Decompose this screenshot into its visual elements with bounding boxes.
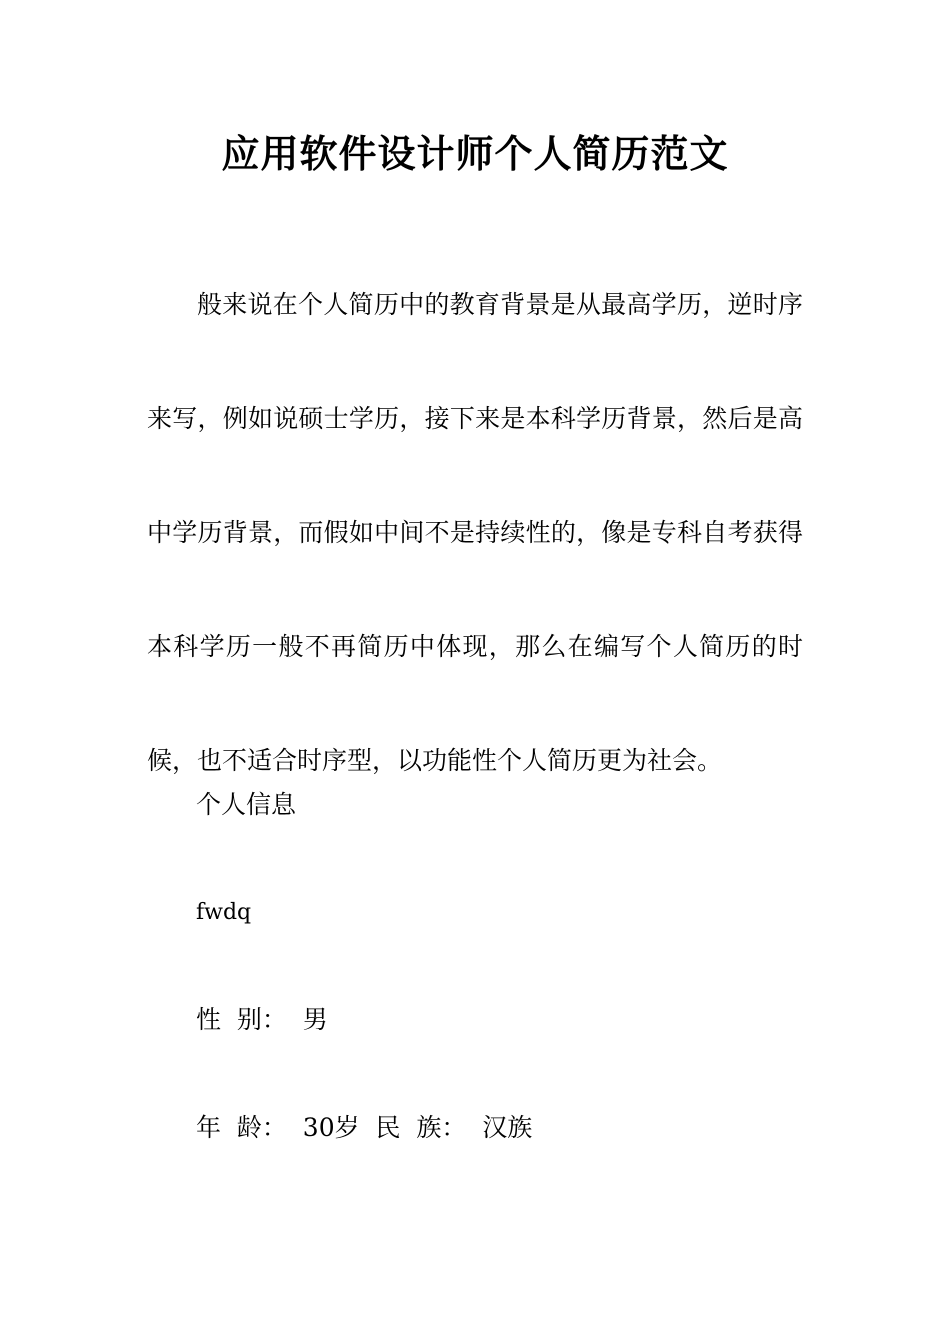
document-title: 应用软件设计师个人简历范文 (221, 131, 729, 176)
intro-paragraph: 般来说在个人简历中的教育背景是从最高学历，逆时序来写，例如说硕士学历，接下来是本科学历背景，然后是高中学历背景，而假如中间不是持续性的，像是专科自考获得本科学历一般不再简历中体现，那么在编写个人简历的时候，也不适合时序型，以功能性个人简历更为社会。 (147, 290, 803, 775)
age-ethnicity-line: 年 龄： 30岁 民 族： 汉族 (196, 1113, 533, 1142)
gender-line: 性 别： 男 (196, 1005, 328, 1034)
name-value: fwdq (196, 900, 252, 925)
section-heading-personal-info: 个人信息 (196, 790, 297, 819)
